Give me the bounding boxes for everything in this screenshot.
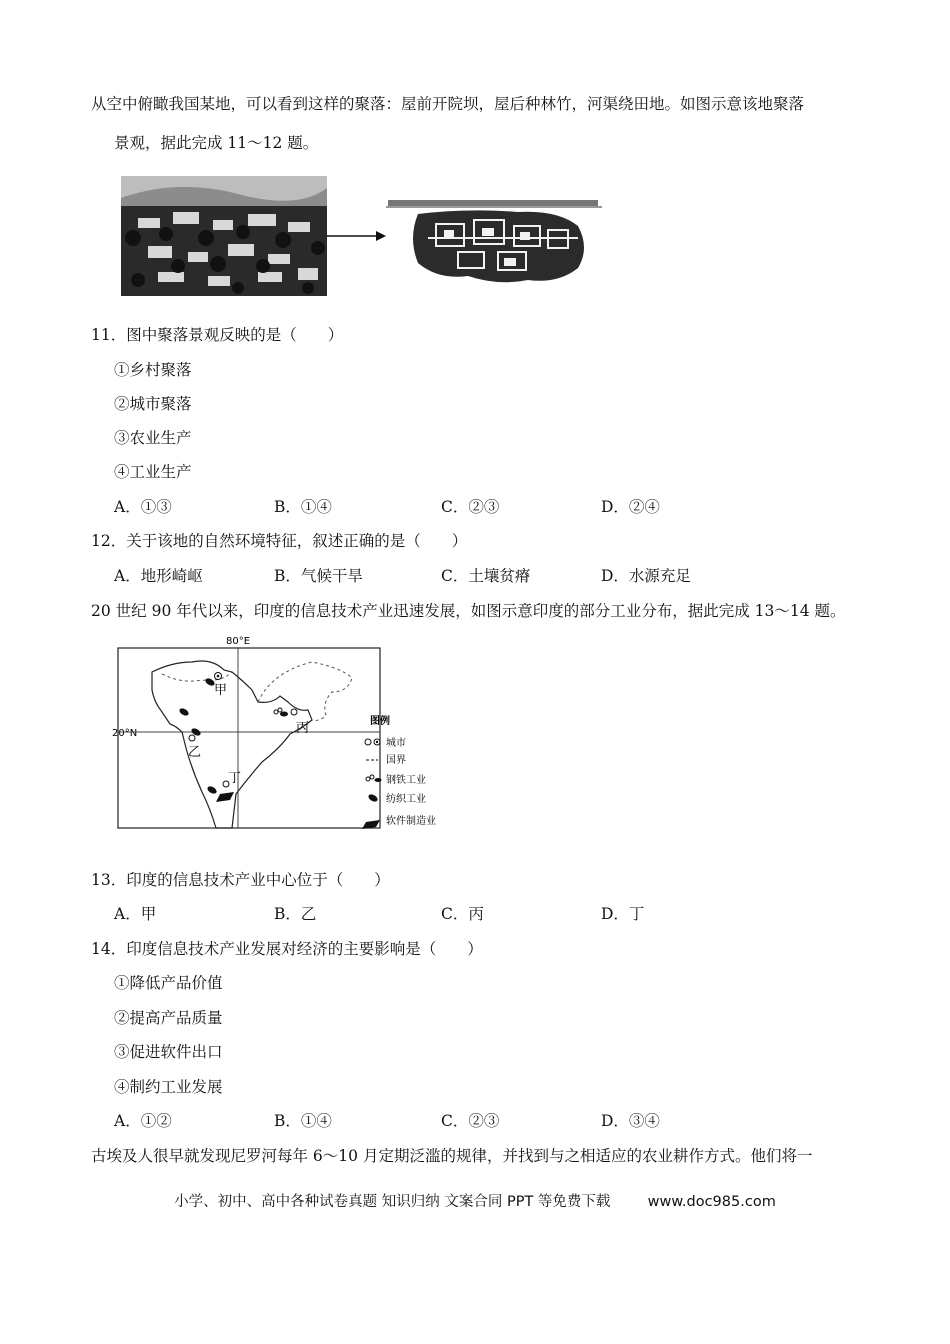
intro-next: 古埃及人很早就发现尼罗河每年 6～10 月定期泛滥的规律，并找到与之相适应的农业耕作方式。他们将一	[91, 1147, 813, 1165]
intro-13-14: 20 世纪 90 年代以来，印度的信息技术产业迅速发展，如图示意印度的部分工业分布，据此完成 13～14 题。	[91, 602, 846, 620]
latitude-label: 20°N	[112, 728, 138, 739]
city-ding: 丁	[228, 771, 242, 786]
india-coastline	[152, 661, 312, 828]
q13-option-c[interactable]: C．丙	[441, 905, 484, 923]
q14-option-b[interactable]: B．①④	[274, 1112, 332, 1130]
q14-item-2: ②提高产品质量	[114, 1009, 223, 1027]
q14-option-c[interactable]: C．②③	[441, 1112, 500, 1130]
q13-option-d[interactable]: D．丁	[601, 905, 645, 923]
city-bing: 丙	[296, 721, 310, 736]
q11-option-c[interactable]: C．②③	[441, 498, 500, 516]
question-14-stem: 14．印度信息技术产业发展对经济的主要影响是（ ）	[91, 940, 483, 958]
page-footer	[0, 1190, 950, 1211]
map-legend	[362, 714, 436, 829]
settlement-sketch	[386, 200, 602, 282]
q14-option-a[interactable]: A．①②	[114, 1112, 172, 1130]
q13-option-a[interactable]: A．甲	[114, 905, 157, 923]
footer-text: 小学、初中、高中各种试卷真题 知识归纳 文案合同 PPT 等免费下载	[174, 1194, 611, 1210]
q14-option-d[interactable]: D．③④	[601, 1112, 660, 1130]
q12-option-d[interactable]: D．水源充足	[601, 567, 691, 585]
question-13-stem: 13．印度的信息技术产业中心位于（ ）	[91, 871, 390, 889]
q12-option-b[interactable]: B．气候干旱	[274, 567, 363, 585]
q12-option-a[interactable]: A．地形崎岖	[114, 567, 203, 585]
legend-steel: 钢铁工业	[386, 775, 426, 786]
q11-option-a[interactable]: A．①③	[114, 498, 172, 516]
legend-title: 图例	[370, 716, 390, 727]
legend-software: 软件制造业	[386, 816, 436, 827]
question-12-stem: 12．关于该地的自然环境特征，叙述正确的是（ ）	[91, 532, 468, 550]
q12-option-c[interactable]: C．土壤贫瘠	[441, 567, 531, 585]
map-frame	[118, 648, 380, 828]
q14-item-3: ③促进软件出口	[114, 1043, 223, 1061]
q11-item-2: ②城市聚落	[114, 395, 192, 413]
q14-options	[114, 1110, 714, 1132]
footer-url[interactable]: www.doc985.com	[647, 1194, 776, 1210]
legend-border: 国界	[386, 755, 406, 766]
intro-11-12-line1: 从空中俯瞰我国某地，可以看到这样的聚落：屋前开院坝，屋后种林竹，河渠绕田地。如图示意该地聚落	[91, 95, 805, 113]
q11-item-1: ①乡村聚落	[114, 361, 192, 379]
q12-options	[114, 565, 714, 587]
q14-item-1: ①降低产品价值	[114, 974, 223, 992]
q13-option-b[interactable]: B．乙	[274, 905, 317, 923]
q11-item-4: ④工业生产	[114, 463, 192, 481]
question-11-stem: 11．图中聚落景观反映的是（ ）	[91, 326, 344, 344]
q13-options	[114, 903, 714, 925]
legend-city: 城市	[386, 738, 406, 749]
india-industry-map	[112, 632, 462, 832]
arrow-icon	[327, 231, 386, 241]
longitude-label: 80°E	[226, 636, 251, 647]
q11-options	[114, 496, 714, 518]
q14-item-4: ④制约工业发展	[114, 1078, 223, 1096]
q11-option-d[interactable]: D．②④	[601, 498, 660, 516]
national-border	[258, 662, 352, 721]
intro-11-12-line2: 景观，据此完成 11～12 题。	[114, 134, 319, 152]
city-jia: 甲	[214, 683, 228, 698]
aerial-photo	[121, 176, 327, 296]
legend-textile: 纺织工业	[386, 794, 426, 805]
q11-item-3: ③农业生产	[114, 429, 192, 447]
q11-option-b[interactable]: B．①④	[274, 498, 332, 516]
settlement-landscape-figure	[118, 168, 608, 300]
city-yi: 乙	[188, 745, 202, 760]
